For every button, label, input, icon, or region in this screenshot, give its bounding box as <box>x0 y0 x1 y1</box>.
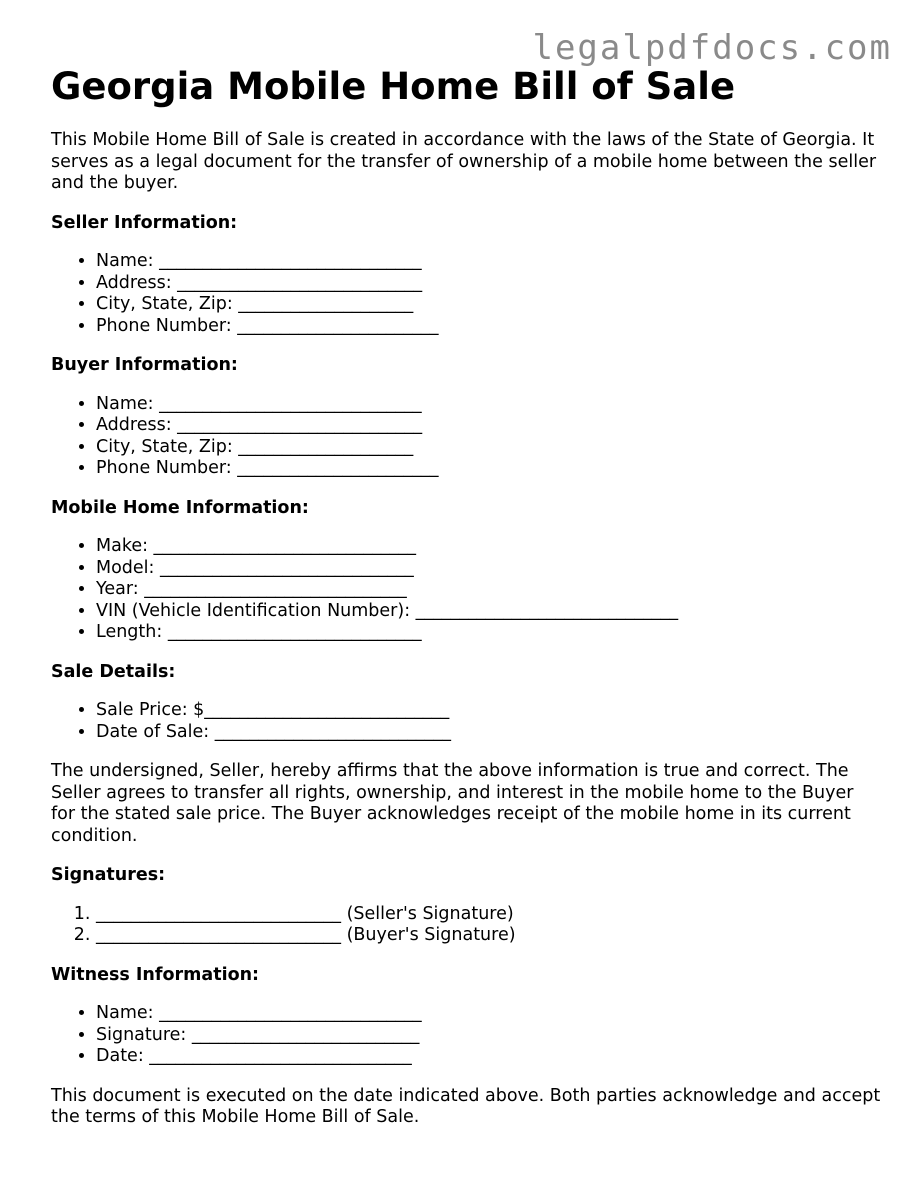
witness-list <box>51 1003 881 1068</box>
sale-price-field: • Sale Price: $____________________________ <box>96 700 881 722</box>
intro-paragraph: This Mobile Home Bill of Sale is created in accordance with the laws of the State of Georgia. It serves as a legal document for the transfer of ownership of a mobile home between the seller and the buyer. <box>51 130 877 193</box>
length-field: • Length: _____________________________ <box>96 622 881 644</box>
witness-heading: Witness Information: <box>51 964 260 985</box>
buyer-signature-line: 2. ____________________________ (Buyer's Signature) <box>96 925 881 947</box>
seller-heading: Seller Information: <box>51 212 238 233</box>
buyer-list <box>51 394 881 480</box>
seller-phone-field: • Phone Number: _______________________ <box>96 316 881 338</box>
witness-signature-field: • Signature: __________________________ <box>96 1025 881 1047</box>
seller-address-field: • Address: ____________________________ <box>96 273 881 295</box>
witness-name-field: • Name: ______________________________ <box>96 1003 881 1025</box>
watermark: legalpdfdocs.com <box>532 28 892 68</box>
signatures-list <box>51 904 881 947</box>
buyer-name-field: • Name: ______________________________ <box>96 394 881 416</box>
closing-paragraph: This document is executed on the date indicated above. Both parties acknowledge and accept the terms of this Mobile Home Bill of Sale. <box>51 1085 881 1127</box>
sale-details-heading: Sale Details: <box>51 661 176 682</box>
seller-list <box>51 251 881 337</box>
witness-date-field: • Date: ______________________________ <box>96 1046 881 1068</box>
mobile-home-list <box>51 536 881 644</box>
document-title: Georgia Mobile Home Bill of Sale <box>51 65 736 108</box>
mobile-home-heading: Mobile Home Information: <box>51 497 309 518</box>
year-field: • Year: ______________________________ <box>96 579 881 601</box>
seller-signature-line: 1. ____________________________ (Seller's Signature) <box>96 904 881 926</box>
buyer-city-state-zip-field: • City, State, Zip: ____________________ <box>96 437 881 459</box>
model-field: • Model: _____________________________ <box>96 558 881 580</box>
signatures-heading: Signatures: <box>51 865 166 885</box>
document-page <box>51 64 881 1147</box>
sale-date-field: • Date of Sale: ___________________________ <box>96 722 881 744</box>
make-field: • Make: ______________________________ <box>96 536 881 558</box>
seller-name-field: • Name: ______________________________ <box>96 251 881 273</box>
buyer-phone-field: • Phone Number: _______________________ <box>96 458 881 480</box>
vin-field: • VIN (Vehicle Identification Number): ______________________________ <box>96 601 881 623</box>
buyer-heading: Buyer Information: <box>51 355 238 375</box>
buyer-address-field: • Address: ____________________________ <box>96 415 881 437</box>
sale-details-list <box>51 700 881 743</box>
affirmation-paragraph: The undersigned, Seller, hereby affirms that the above information is true and correct. The Seller agrees to transfer all rights, ownership, and interest in the mobile home to the Buyer for the stated sale price. The Buyer acknowledges receipt of the mobile home in its current condition. <box>51 761 854 846</box>
seller-city-state-zip-field: • City, State, Zip: ____________________ <box>96 294 881 316</box>
